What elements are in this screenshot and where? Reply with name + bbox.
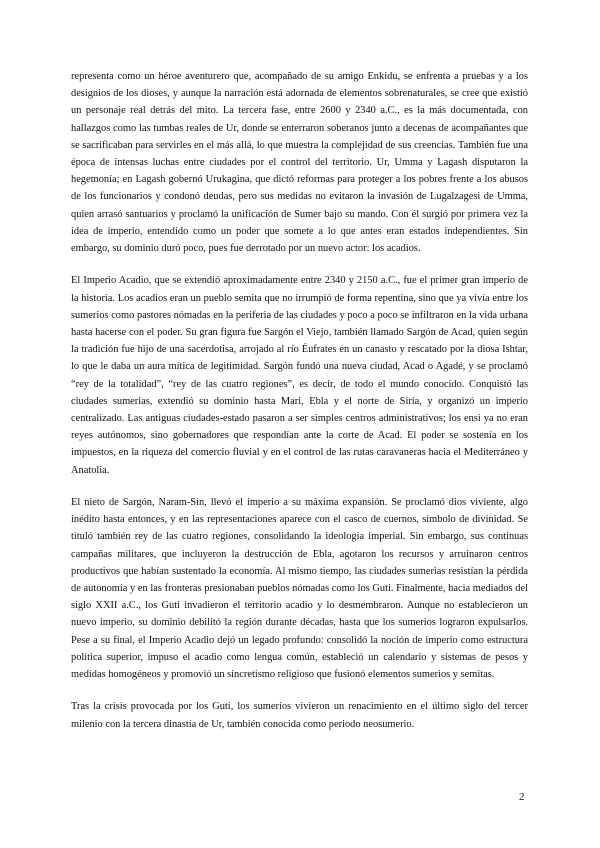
text-column bbox=[71, 68, 528, 733]
page-number: 2 bbox=[519, 791, 525, 803]
paragraph-naram-sin: El nieto de Sargón, Naram-Sin, llevó el imperio a su máxima expansión. Se proclamó dios viviente, algo inédito hasta entonces, y en las representaciones aparece con el casco de cuernos, símbolo de divinidad. Se tituló también rey de las cuatro regiones, consolidando la ideología imperial. Sin embargo, sus continuas campañas militares, que incluyeron la destrucción de Ebla, agotaron los recursos y arruinaron centros productivos que habían sustentado la economía. Al mismo tiempo, las ciudades sumerias resistían la pérdida de autonomía y en las fronteras presionaban pueblos nómadas como los Guti. Finalmente, hacia mediados del siglo XXII a.C., los Guti invadieron el territorio acadio y lo desmembraron. Aunque no establecieron un nuevo imperio, su dominio debilitó la región durante décadas, hasta que los sumerios lograron expulsarlos. Pese a su final, el Imperio Acadio dejó un legado profundo: consolidó la noción de imperio como estructura política superior, impuso el acadio como lengua común, estableció un calendario y sistemas de pesos y medidas homogéneos y promovió un sincretismo religioso que fusionó elementos sumerios y semitas. bbox=[71, 497, 528, 681]
paragraph-gilgamesh-sumer: representa como un héroe aventurero que, acompañado de su amigo Enkidu, se enfrenta a pruebas y a los designios de los dioses, y aunque la narración está adornada de elementos sobrenaturales, se cree que existió un personaje real detrás del mito. La tercera fase, entre 2600 y 2340 a.C., es la más documentada, con hallazgos como las tumbas reales de Ur, donde se enterraron soberanos junto a decenas de acompañantes que se sacrificaban para servirles en el más allá, lo que muestra la complejidad de sus creencias. También fue una época de intensas luchas entre ciudades por el control del territorio. Ur, Umma y Lagash disputaron la hegemonía; en Lagash gobernó Urukagina, que dictó reformas para proteger a los pobres frente a los abusos de los funcionarios y condonó deudas, pero sus medidas no evitaron la invasión de Lugalzagesi de Umma, quien arrasó santuarios y proclamó la unificación de Sumer bajo su mando. Con él surgió por primera vez la idea de imperio, entendido como un poder que somete a lo que antes eran estados independientes. Sin embargo, su dominio duró poco, pues fue derrotado por un nuevo actor: los acadios. bbox=[71, 71, 528, 255]
paragraph-neosumerian: Tras la crisis provocada por los Guti, los sumerios vivieron un renacimiento en el último siglo del tercer milenio con la tercera dinastía de Ur, también conocida como periodo neosumerio. bbox=[71, 701, 528, 730]
paragraph-akkadian-empire: El Imperio Acadio, que se extendió aproximadamente entre 2340 y 2150 a.C., fue el primer gran imperio de la historia. Los acadios eran un pueblo semita que no irrumpió de forma repentina, sino que ya vivía entre los sumerios como pastores nómadas en la periferia de las ciudades y poco a poco se infiltraron en la vida urbana hasta hacerse con el poder. Su gran figura fue Sargón el Viejo, también llamado Sargón de Acad, quien según la tradición fue hijo de una sacerdotisa, arrojado al río Éufrates en un canasto y rescatado por la diosa Ishtar, lo que le daba un aura mítica de legitimidad. Sargón fundó una nueva ciudad, Acad o Agadé, y se proclamó “rey de la totalidad”, “rey de las cuatro regiones”, es decir, de todo el mundo conocido. Conquistó las ciudades sumerias, extendió su dominio hasta Mari, Ebla y el norte de Siria, y organizó un imperio centralizado. Las antiguas ciudades-estado pasaron a ser simples centros administrativos; los ensi ya no eran reyes autónomos, sino gobernadores que respondían ante la corte de Acad. El poder se sostenía en los impuestos, en la riqueza del comercio fluvial y en el control de las rutas caravaneras hacia el Mediterráneo y Anatolia. bbox=[71, 275, 528, 476]
